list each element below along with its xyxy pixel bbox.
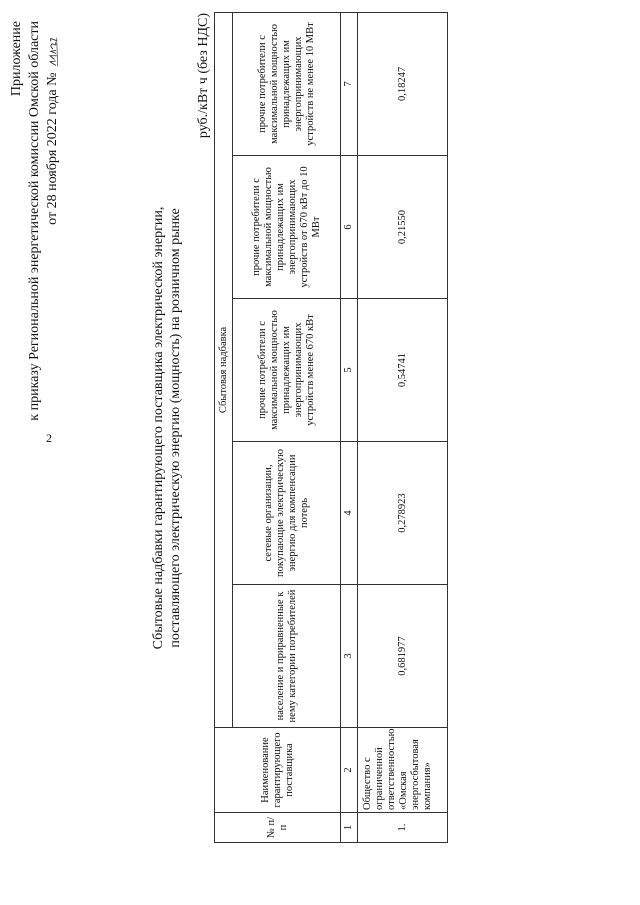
header-grid-orgs: сетевые организации, покупающие электрическую энергию для компенсации потерь [233, 442, 341, 585]
header-group-markup: Сбытовая надбавка [215, 12, 233, 727]
column-number: 2 [341, 728, 358, 813]
title-line-1: Сбытовые надбавки гарантирующего поставщика электрической энергии, [151, 206, 166, 650]
appendix-block [8, 21, 62, 541]
column-number-row [341, 12, 358, 842]
header-population: население и приравненные к нему категории потребителей [233, 585, 341, 728]
document-title [150, 128, 184, 728]
header-under-670kw: прочие потребители с максимальной мощностью принадлежащих им энергопринимающих устройств менее 670 кВт [233, 299, 341, 442]
title-line-2: поставляющего электрическую энергию (мощность) на розничном рынке [168, 208, 183, 648]
column-number: 6 [341, 156, 358, 299]
supplier-name: Общество с ограниченной ответственностью «Омская энергосбытовая компания» [362, 728, 433, 810]
rotated-page-content [0, 13, 640, 883]
header-num: № п/п [215, 813, 341, 843]
value-under-670kw: 0,54741 [358, 299, 448, 442]
appendix-line-2 [44, 21, 62, 541]
value-population: 0,681977 [358, 585, 448, 728]
value-670kw-10mw: 0,21550 [358, 156, 448, 299]
value-over-10mw: 0,18247 [358, 12, 448, 155]
order-date-number: от 28 ноября 2022 года № [45, 72, 60, 225]
header-over-10mw: прочие потребители с максимальной мощностью принадлежащих им энергопринимающих устройств не менее 10 МВт [233, 12, 341, 155]
header-row-2 [233, 12, 341, 842]
appendix-title: Приложение [9, 21, 24, 97]
units-label: руб./кВт ч (без НДС) [196, 13, 211, 139]
markup-table [214, 12, 448, 843]
header-670kw-10mw: прочие потребители с максимальной мощностью принадлежащих им энергопринимающих устройств от 670 кВт до 10 МВт [233, 156, 341, 299]
header-row-1 [215, 12, 233, 842]
appendix-line-1: к приказу Региональной энергетической комиссии Омской области [27, 21, 42, 421]
supplier-name-cell [358, 728, 448, 813]
header-supplier: Наименование гарантирующего поставщика [215, 728, 341, 813]
column-number: 7 [341, 12, 358, 155]
column-number: 5 [341, 299, 358, 442]
handwritten-order-number [47, 37, 59, 67]
page-number: 2 [46, 431, 52, 445]
row-num: 1. [358, 813, 448, 843]
value-grid-orgs: 0,278923 [358, 442, 448, 585]
column-number: 4 [341, 442, 358, 585]
column-number: 3 [341, 585, 358, 728]
table-row [358, 12, 448, 842]
column-number: 1 [341, 813, 358, 843]
